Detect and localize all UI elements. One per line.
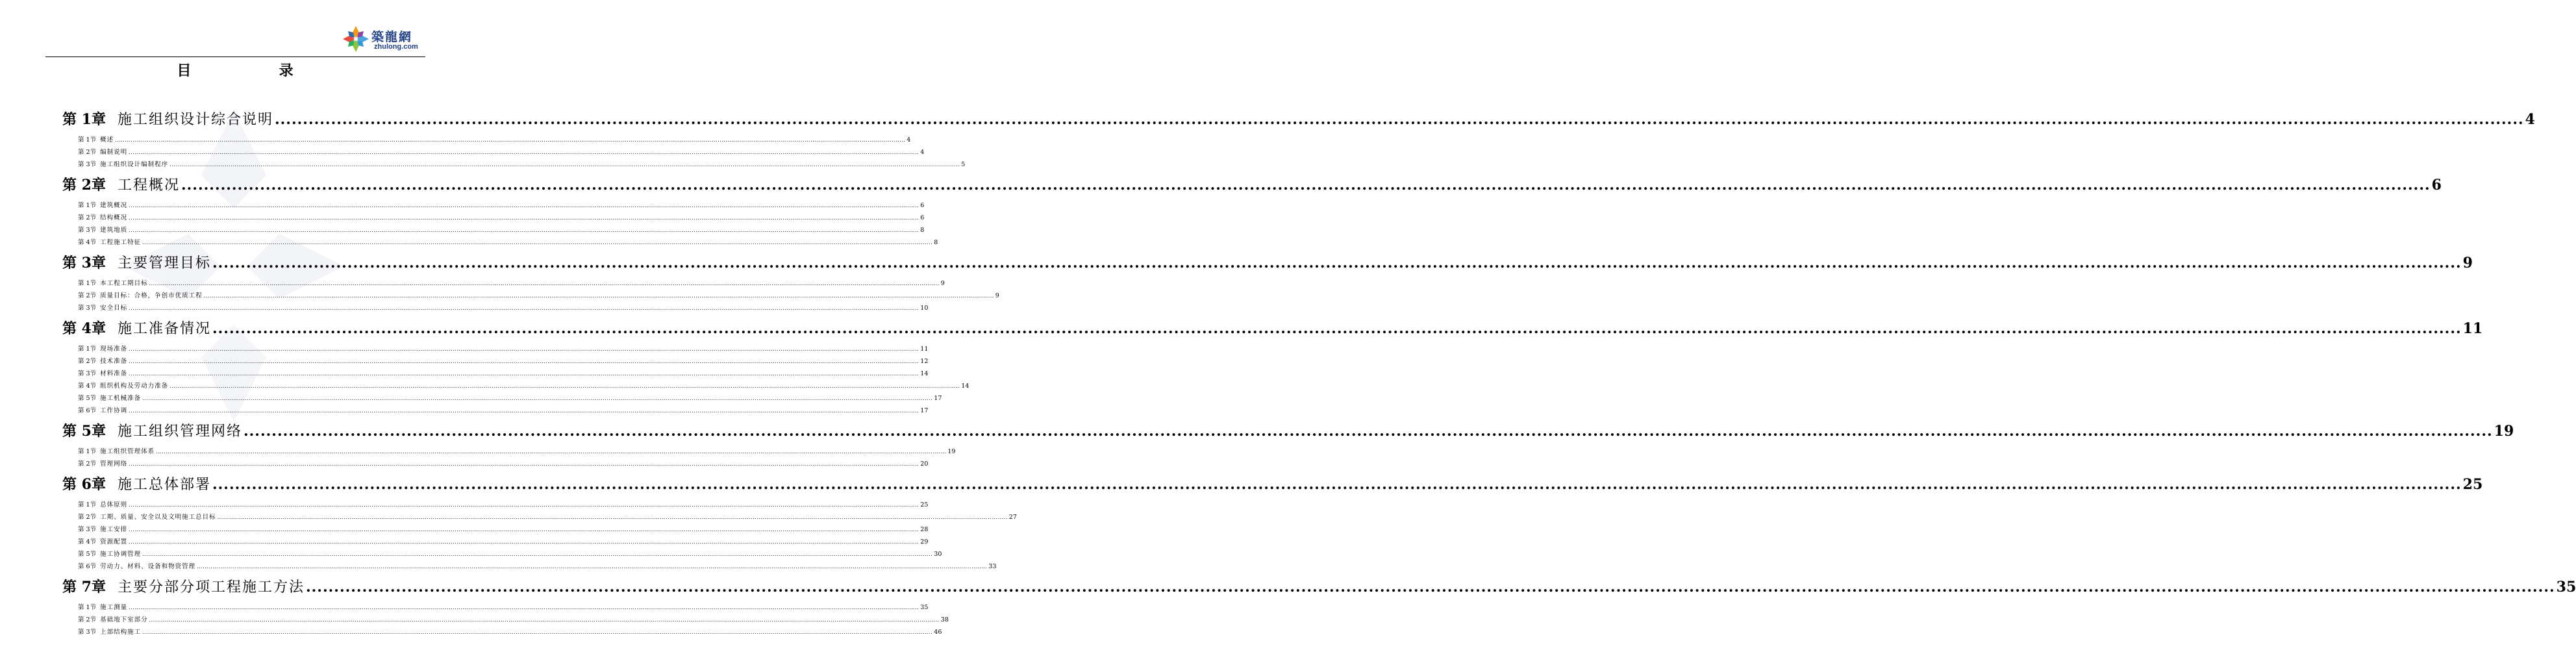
table-of-contents xyxy=(62,105,2576,638)
section-number: 第 1节 xyxy=(78,202,97,209)
chapter-title: 主要分部分项工程施工方法 xyxy=(117,579,305,596)
toc-section-entry[interactable] xyxy=(62,158,966,171)
dot-leader: ................................................................................................................................................................................................................................................................................................................................................................................................................ xyxy=(212,255,2462,271)
dot-leader: ................................................................................................................................................................................................................................................................................................................................................................................................................ xyxy=(197,564,988,570)
section-title: 施工组织设计编制程序 xyxy=(100,161,169,168)
section-number: 第 1节 xyxy=(78,448,97,455)
toc-section-entry[interactable] xyxy=(62,392,942,405)
section-number: 第 4节 xyxy=(78,239,97,246)
section-page-number: 20 xyxy=(920,460,929,468)
section-title: 劳动力、材料、设备和物资管理 xyxy=(100,563,196,570)
section-title: 工作协调 xyxy=(100,407,128,414)
dot-leader: ................................................................................................................................................................................................................................................................................................................................................................................................................ xyxy=(149,617,940,623)
dot-leader: ................................................................................................................................................................................................................................................................................................................................................................................................................ xyxy=(169,162,960,168)
section-number: 第 3节 xyxy=(78,526,97,533)
logo-pinwheel-icon xyxy=(342,25,370,53)
section-number: 第 4节 xyxy=(78,538,97,546)
chapter-title: 施工准备情况 xyxy=(117,321,211,337)
chapter-title: 工程概况 xyxy=(117,177,180,194)
section-page-number: 12 xyxy=(920,358,929,365)
toc-section-entry[interactable] xyxy=(62,355,929,368)
dot-leader: ................................................................................................................................................................................................................................................................................................................................................................................................................ xyxy=(115,137,906,143)
dot-leader: ................................................................................................................................................................................................................................................................................................................................................................................................................ xyxy=(243,423,2493,440)
section-page-number: 38 xyxy=(940,616,949,623)
chapter-number: 第 6章 xyxy=(62,476,106,493)
section-number: 第 3节 xyxy=(78,305,97,312)
toc-section-entry[interactable] xyxy=(62,368,929,380)
dot-leader: ................................................................................................................................................................................................................................................................................................................................................................................................................ xyxy=(129,149,919,155)
section-number: 第 3节 xyxy=(78,370,97,377)
section-title: 基础地下室部分 xyxy=(100,616,148,623)
section-page-number: 14 xyxy=(920,370,929,377)
section-page-number: 17 xyxy=(934,395,942,402)
section-title: 施工协调管理 xyxy=(100,551,142,558)
section-title: 建筑地质 xyxy=(100,227,128,234)
section-page-number: 6 xyxy=(920,202,925,209)
toc-section-entry[interactable] xyxy=(62,626,942,638)
section-title: 资源配置 xyxy=(100,538,128,546)
section-number: 第 2节 xyxy=(78,616,97,623)
section-title: 本工程工期目标 xyxy=(100,280,148,287)
section-page-number: 10 xyxy=(920,305,929,312)
dot-leader: ................................................................................................................................................................................................................................................................................................................................................................................................................ xyxy=(169,383,960,389)
dot-leader: ................................................................................................................................................................................................................................................................................................................................................................................................................ xyxy=(129,527,919,533)
section-title: 管理网络 xyxy=(100,460,128,468)
section-title: 概述 xyxy=(100,136,114,144)
dot-leader: ................................................................................................................................................................................................................................................................................................................................................................................................................ xyxy=(142,240,933,245)
dot-leader: ................................................................................................................................................................................................................................................................................................................................................................................................................ xyxy=(181,177,2431,194)
chapter-number: 第 4章 xyxy=(62,320,106,337)
toc-section-entry[interactable] xyxy=(62,277,945,290)
section-number: 第 2节 xyxy=(78,149,97,156)
toc-section-entry[interactable] xyxy=(62,499,929,511)
section-page-number: 5 xyxy=(961,161,966,168)
dot-leader: ................................................................................................................................................................................................................................................................................................................................................................................................................ xyxy=(129,461,919,467)
dot-leader: ................................................................................................................................................................................................................................................................................................................................................................................................................ xyxy=(142,395,933,401)
chapter-page-number: 9 xyxy=(2462,255,2473,271)
section-number: 第 1节 xyxy=(78,604,97,611)
chapter-page-number: 25 xyxy=(2462,476,2483,493)
dot-leader: ................................................................................................................................................................................................................................................................................................................................................................................................................ xyxy=(156,449,947,455)
toc-chapter-entry[interactable] xyxy=(62,470,2483,499)
section-title: 现场准备 xyxy=(100,345,128,353)
toc-section-entry[interactable] xyxy=(62,236,938,249)
section-title: 质量目标：合格，争创市优质工程 xyxy=(100,292,203,299)
toc-section-entry[interactable] xyxy=(62,224,925,236)
toc-section-entry[interactable] xyxy=(62,343,929,355)
dot-leader: ................................................................................................................................................................................................................................................................................................................................................................................................................ xyxy=(129,358,919,364)
section-number: 第 1节 xyxy=(78,345,97,353)
chapter-title: 施工组织管理网络 xyxy=(117,423,242,440)
toc-chapter-entry[interactable] xyxy=(62,171,2442,199)
toc-section-entry[interactable] xyxy=(62,380,969,392)
section-title: 结构概况 xyxy=(100,214,128,221)
toc-section-entry[interactable] xyxy=(62,548,942,560)
header-rule xyxy=(45,56,425,57)
dot-leader: ................................................................................................................................................................................................................................................................................................................................................................................................................ xyxy=(129,502,919,508)
section-page-number: 28 xyxy=(920,526,929,533)
toc-section-entry[interactable] xyxy=(62,290,999,302)
section-title: 材料准备 xyxy=(100,370,128,377)
section-number: 第 2节 xyxy=(78,514,97,521)
section-page-number: 4 xyxy=(920,149,925,156)
section-title: 施工安排 xyxy=(100,526,128,533)
section-page-number: 29 xyxy=(920,538,929,546)
section-page-number: 9 xyxy=(995,292,999,299)
section-number: 第 6节 xyxy=(78,563,97,570)
title-left-char: 目 xyxy=(177,62,192,79)
chapter-page-number: 35 xyxy=(2556,579,2576,596)
section-title: 总体原则 xyxy=(100,501,128,508)
chapter-number: 第 3章 xyxy=(62,255,106,271)
section-page-number: 8 xyxy=(920,227,925,234)
chapter-page-number: 4 xyxy=(2525,111,2535,128)
dot-leader: ................................................................................................................................................................................................................................................................................................................................................................................................................ xyxy=(129,605,919,610)
dot-leader: ................................................................................................................................................................................................................................................................................................................................................................................................................ xyxy=(217,514,1008,520)
dot-leader: ................................................................................................................................................................................................................................................................................................................................................................................................................ xyxy=(142,551,933,557)
chapter-title: 主要管理目标 xyxy=(117,255,211,271)
toc-section-entry[interactable] xyxy=(62,536,929,548)
dot-leader: ................................................................................................................................................................................................................................................................................................................................................................................................................ xyxy=(129,227,919,233)
section-number: 第 1节 xyxy=(78,136,97,144)
section-page-number: 8 xyxy=(934,239,938,246)
chapter-title: 施工总体部署 xyxy=(117,477,211,493)
section-page-number: 30 xyxy=(934,551,942,558)
chapter-number: 第 7章 xyxy=(62,579,106,596)
chapter-number: 第 2章 xyxy=(62,177,106,194)
chapter-page-number: 11 xyxy=(2462,320,2483,337)
dot-leader: ................................................................................................................................................................................................................................................................................................................................................................................................................ xyxy=(129,539,919,545)
section-page-number: 27 xyxy=(1008,514,1017,521)
section-number: 第 4节 xyxy=(78,383,97,390)
toc-section-entry[interactable] xyxy=(62,560,997,573)
section-title: 编制说明 xyxy=(100,149,128,156)
toc-chapter-entry[interactable] xyxy=(62,314,2483,343)
toc-section-entry[interactable] xyxy=(62,134,911,146)
section-title: 工期、质量、安全以及文明施工总目标 xyxy=(100,514,216,521)
dot-leader: ................................................................................................................................................................................................................................................................................................................................................................................................................ xyxy=(274,111,2524,128)
chapter-page-number: 19 xyxy=(2494,423,2514,440)
dot-leader: ................................................................................................................................................................................................................................................................................................................................................................................................................ xyxy=(129,305,919,311)
section-title: 施工机械准备 xyxy=(100,395,142,402)
section-title: 工程施工特征 xyxy=(100,239,142,246)
toc-section-entry[interactable] xyxy=(62,405,929,417)
dot-leader: ................................................................................................................................................................................................................................................................................................................................................................................................................ xyxy=(129,215,919,221)
toc-section-entry[interactable] xyxy=(62,511,1017,523)
toc-section-entry[interactable] xyxy=(62,146,925,158)
section-page-number: 17 xyxy=(920,407,929,414)
section-page-number: 6 xyxy=(920,214,925,221)
section-number: 第 2节 xyxy=(78,460,97,468)
section-number: 第 3节 xyxy=(78,161,97,168)
toc-chapter-entry[interactable] xyxy=(62,573,2576,601)
dot-leader: ................................................................................................................................................................................................................................................................................................................................................................................................................ xyxy=(305,579,2555,596)
section-page-number: 25 xyxy=(920,501,929,508)
logo-url-text: zhulong.com xyxy=(374,43,418,51)
chapter-page-number: 6 xyxy=(2431,177,2442,194)
zhulong-logo xyxy=(342,25,432,55)
section-page-number: 33 xyxy=(988,563,997,570)
section-page-number: 46 xyxy=(934,629,942,636)
dot-leader: ................................................................................................................................................................................................................................................................................................................................................................................................................ xyxy=(129,203,919,208)
section-number: 第 2节 xyxy=(78,358,97,365)
section-page-number: 19 xyxy=(947,448,956,455)
section-page-number: 4 xyxy=(907,136,911,144)
logo-brand-text: 築龍網 xyxy=(371,30,413,44)
toc-section-entry[interactable] xyxy=(62,302,929,314)
dot-leader: ................................................................................................................................................................................................................................................................................................................................................................................................................ xyxy=(129,408,919,414)
dot-leader: ................................................................................................................................................................................................................................................................................................................................................................................................................ xyxy=(203,293,994,299)
title-right-char: 录 xyxy=(279,62,294,79)
chapter-number: 第 5章 xyxy=(62,423,106,440)
page-title xyxy=(0,60,470,80)
section-title: 上部结构施工 xyxy=(100,629,142,636)
toc-section-entry[interactable] xyxy=(62,601,929,614)
section-title: 施工组织管理体系 xyxy=(100,448,155,455)
section-number: 第 1节 xyxy=(78,501,97,508)
section-page-number: 11 xyxy=(920,345,929,353)
section-page-number: 14 xyxy=(961,383,969,390)
dot-leader: ................................................................................................................................................................................................................................................................................................................................................................................................................ xyxy=(149,281,940,286)
chapter-number: 第 1章 xyxy=(62,111,106,128)
dot-leader: ................................................................................................................................................................................................................................................................................................................................................................................................................ xyxy=(212,320,2462,337)
toc-chapter-entry[interactable] xyxy=(62,249,2473,277)
section-number: 第 5节 xyxy=(78,395,97,402)
section-number: 第 1节 xyxy=(78,280,97,287)
toc-section-entry[interactable] xyxy=(62,614,949,626)
toc-section-entry[interactable] xyxy=(62,445,956,458)
section-title: 技术准备 xyxy=(100,358,128,365)
dot-leader: ................................................................................................................................................................................................................................................................................................................................................................................................................ xyxy=(212,476,2462,493)
section-title: 建筑概况 xyxy=(100,202,128,209)
toc-section-entry[interactable] xyxy=(62,458,929,470)
dot-leader: ................................................................................................................................................................................................................................................................................................................................................................................................................ xyxy=(129,346,919,352)
toc-chapter-entry[interactable] xyxy=(62,417,2514,445)
toc-section-entry[interactable] xyxy=(62,199,925,212)
toc-chapter-entry[interactable] xyxy=(62,105,2535,134)
section-number: 第 3节 xyxy=(78,227,97,234)
dot-leader: ................................................................................................................................................................................................................................................................................................................................................................................................................ xyxy=(142,629,933,635)
section-number: 第 2节 xyxy=(78,292,97,299)
chapter-title: 施工组织设计综合说明 xyxy=(117,112,273,128)
toc-section-entry[interactable] xyxy=(62,523,929,536)
dot-leader: ................................................................................................................................................................................................................................................................................................................................................................................................................ xyxy=(129,371,919,377)
section-title: 施工测量 xyxy=(100,604,128,611)
toc-section-entry[interactable] xyxy=(62,212,925,224)
section-title: 安全目标 xyxy=(100,305,128,312)
section-number: 第 2节 xyxy=(78,214,97,221)
section-number: 第 5节 xyxy=(78,551,97,558)
section-number: 第 6节 xyxy=(78,407,97,414)
section-page-number: 9 xyxy=(940,280,945,287)
section-page-number: 35 xyxy=(920,604,929,611)
section-number: 第 3节 xyxy=(78,629,97,636)
section-title: 组织机构及劳动力准备 xyxy=(100,383,169,390)
